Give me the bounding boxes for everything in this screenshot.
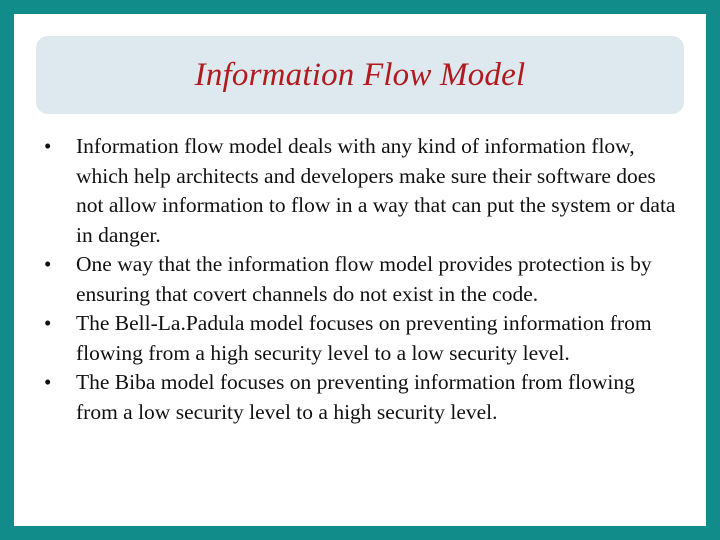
bullet-text: The Biba model focuses on preventing information from flowing from a low security level to a high security level. [76,370,635,424]
slide-title: Information Flow Model [194,56,526,93]
bullet-list [38,132,678,427]
bullet-text: One way that the information flow model provides protection is by ensuring that covert channels do not exist in the code. [76,252,652,306]
bullet-item [38,309,678,368]
bullet-item [38,250,678,309]
bullet-icon: • [44,134,52,158]
bullet-text: The Bell-La.Padula model focuses on preventing information from flowing from a high security level to a low security level. [76,311,652,365]
bullet-icon: • [44,311,52,335]
bullet-icon: • [44,370,52,394]
bullet-icon: • [44,252,52,276]
bullet-text: Information flow model deals with any kind of information flow, which help architects and developers make sure their software does not allow information to flow in a way that can put the system or data in danger. [76,134,676,247]
bullet-item [38,368,678,427]
bullet-item [38,132,678,250]
title-box [36,36,684,114]
slide-content [14,14,706,526]
